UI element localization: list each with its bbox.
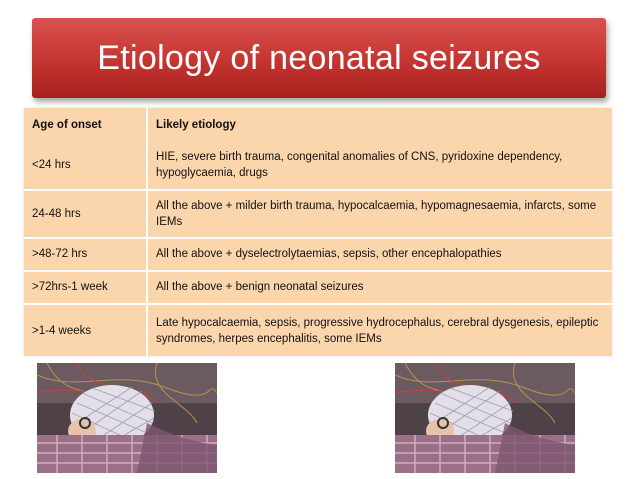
etiology-cell: HIE, severe birth trauma, congenital anomalies of CNS, pyridoxine dependency, hypoglycaemia, drugs (156, 151, 563, 180)
eeg-infant-photo-left (37, 363, 217, 473)
etiology-table (24, 108, 612, 356)
age-cell: 24-48 hrs (24, 190, 147, 238)
table-row (24, 271, 612, 304)
age-cell: >48-72 hrs (24, 238, 147, 271)
age-cell: >72hrs-1 week (24, 271, 147, 304)
slide-title: Etiology of neonatal seizures (97, 38, 541, 77)
title-banner (32, 18, 606, 98)
etiology-cell: All the above + benign neonatal seizures (156, 281, 364, 294)
header-likely-etiology: Likely etiology (156, 119, 236, 131)
header-age-of-onset: Age of onset (24, 108, 147, 142)
table-row (24, 142, 612, 190)
etiology-cell: All the above + milder birth trauma, hypocalcaemia, hypomagnesaemia, infarcts, some IEMs (156, 199, 597, 228)
table-row (24, 238, 612, 271)
table-row (24, 190, 612, 238)
eeg-infant-illustration-icon (395, 363, 575, 473)
age-cell: >1-4 weeks (24, 304, 147, 356)
etiology-cell: Late hypocalcaemia, sepsis, progressive hydrocephalus, cerebral dysgenesis, epileptic syndromes, herpes encephalitis, some IEMs (156, 316, 599, 345)
eeg-infant-illustration-icon (37, 363, 217, 473)
etiology-cell: All the above + dyselectrolytaemias, sepsis, other encephalopathies (156, 248, 502, 261)
table-header-row (24, 108, 612, 142)
age-cell: <24 hrs (24, 142, 147, 190)
eeg-infant-photo-right (395, 363, 575, 473)
table-row (24, 304, 612, 356)
